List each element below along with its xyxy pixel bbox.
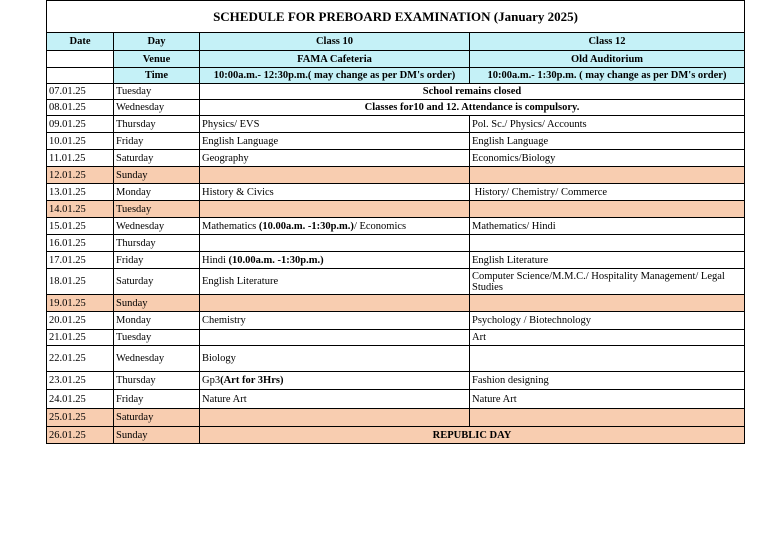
day-cell: Saturday [114, 269, 200, 295]
date-cell: 20.01.25 [47, 312, 114, 330]
notice-cell: School remains closed [200, 84, 745, 100]
venue-label: Venue [114, 51, 200, 68]
day-cell: Saturday [114, 150, 200, 167]
time-class10: 10:00a.m.- 12:30p.m.( may change as per DM's order) [200, 68, 470, 84]
header-class10: Class 10 [200, 33, 470, 51]
day-cell: Sunday [114, 427, 200, 444]
day-cell: Thursday [114, 116, 200, 133]
title-row [47, 1, 745, 33]
date-cell: 17.01.25 [47, 252, 114, 269]
day-cell: Tuesday [114, 84, 200, 100]
class10-exam-cell: Nature Art [200, 390, 470, 409]
schedule-table [46, 0, 745, 444]
date-cell: 10.01.25 [47, 133, 114, 150]
header-class12: Class 12 [470, 33, 745, 51]
holiday-row [47, 167, 745, 184]
class10-exam-cell: English Literature [200, 269, 470, 295]
day-cell: Tuesday [114, 201, 200, 218]
time-label: Time [114, 68, 200, 84]
table-row [47, 150, 745, 167]
table-row [47, 252, 745, 269]
day-cell: Thursday [114, 235, 200, 252]
class10-exam-cell [200, 295, 470, 312]
day-cell: Saturday [114, 409, 200, 427]
date-cell: 21.01.25 [47, 330, 114, 346]
day-cell: Wednesday [114, 218, 200, 235]
class12-exam-cell [470, 235, 745, 252]
day-cell: Friday [114, 252, 200, 269]
class12-exam-cell: Computer Science/M.M.C./ Hospitality Management/ Legal Studies [470, 269, 745, 295]
time-row [47, 68, 745, 84]
venue-class12: Old Auditorium [470, 51, 745, 68]
timing-note: (10.00a.m. -1:30p.m.) [258, 220, 354, 232]
class10-exam-cell: Geography [200, 150, 470, 167]
day-cell: Thursday [114, 372, 200, 390]
table-row [47, 372, 745, 390]
venue-row [47, 51, 745, 68]
schedule-title: SCHEDULE FOR PREBOARD EXAMINATION (January 2025) [47, 1, 745, 33]
date-cell: 23.01.25 [47, 372, 114, 390]
day-cell: Tuesday [114, 330, 200, 346]
timing-note: (Art for 3Hrs) [220, 375, 284, 386]
table-row [47, 84, 745, 100]
class12-exam-cell [470, 295, 745, 312]
day-cell: Wednesday [114, 346, 200, 372]
table-row [47, 312, 745, 330]
day-cell: Monday [114, 312, 200, 330]
class10-exam-cell: Chemistry [200, 312, 470, 330]
holiday-row [47, 427, 745, 444]
day-cell: Sunday [114, 167, 200, 184]
date-cell: 11.01.25 [47, 150, 114, 167]
header-row [47, 33, 745, 51]
day-cell: Monday [114, 184, 200, 201]
day-cell: Friday [114, 390, 200, 409]
header-date: Date [47, 33, 114, 51]
date-cell: 07.01.25 [47, 84, 114, 100]
holiday-name-cell: REPUBLIC DAY [200, 427, 745, 444]
holiday-row [47, 295, 745, 312]
table-row [47, 184, 745, 201]
class10-exam-cell [200, 167, 470, 184]
class12-exam-cell [470, 201, 745, 218]
class10-exam-cell: English Language [200, 133, 470, 150]
class12-exam-cell: English Literature [470, 252, 745, 269]
date-cell: 26.01.25 [47, 427, 114, 444]
date-cell: 14.01.25 [47, 201, 114, 218]
table-row [47, 235, 745, 252]
subject-text: Hindi [202, 254, 229, 266]
venue-blank-cell [47, 51, 114, 68]
table-row [47, 100, 745, 116]
table-row [47, 390, 745, 409]
date-cell: 24.01.25 [47, 390, 114, 409]
day-cell: Sunday [114, 295, 200, 312]
table-row [47, 269, 745, 295]
date-cell: 15.01.25 [47, 218, 114, 235]
class12-exam-cell: Mathematics/ Hindi [470, 218, 745, 235]
date-cell: 13.01.25 [47, 184, 114, 201]
class10-exam-cell [200, 218, 470, 235]
class12-exam-cell [470, 409, 745, 427]
class12-exam-cell [470, 167, 745, 184]
date-cell: 19.01.25 [47, 295, 114, 312]
date-cell: 12.01.25 [47, 167, 114, 184]
class10-exam-cell [200, 235, 470, 252]
day-cell: Friday [114, 133, 200, 150]
class12-exam-cell: Nature Art [470, 390, 745, 409]
class12-exam-cell: Economics/Biology [470, 150, 745, 167]
table-row [47, 116, 745, 133]
class10-exam-cell [200, 252, 470, 269]
day-cell: Wednesday [114, 100, 200, 116]
class10-exam-cell: Physics/ EVS [200, 116, 470, 133]
date-cell: 09.01.25 [47, 116, 114, 133]
class12-exam-cell: Fashion designing [470, 372, 745, 390]
class10-exam-cell [200, 201, 470, 218]
class12-exam-cell: English Language [470, 133, 745, 150]
date-cell: 18.01.25 [47, 269, 114, 295]
subject-text: Mathematics [202, 220, 259, 232]
class12-exam-cell: History/ Chemistry/ Commerce [470, 184, 745, 201]
time-blank-cell [47, 68, 114, 84]
class10-exam-cell [200, 372, 470, 390]
class12-exam-cell: Art [470, 330, 745, 346]
class10-exam-cell [200, 330, 470, 346]
venue-class10: FAMA Cafeteria [200, 51, 470, 68]
date-cell: 22.01.25 [47, 346, 114, 372]
table-row [47, 346, 745, 372]
class10-exam-cell: History & Civics [200, 184, 470, 201]
header-day: Day [114, 33, 200, 51]
date-cell: 08.01.25 [47, 100, 114, 116]
class12-exam-cell [470, 346, 745, 372]
subject-text: Gp3 [202, 375, 221, 386]
holiday-row [47, 201, 745, 218]
date-cell: 16.01.25 [47, 235, 114, 252]
timing-note: (10.00a.m. -1:30p.m.) [228, 254, 324, 266]
subject-text: / Economics [353, 220, 407, 232]
table-row [47, 133, 745, 150]
class10-exam-cell [200, 409, 470, 427]
date-cell: 25.01.25 [47, 409, 114, 427]
notice-cell: Classes for10 and 12. Attendance is compulsory. [200, 100, 745, 116]
time-class12: 10:00a.m.- 1:30p.m. ( may change as per DM's order) [470, 68, 745, 84]
class10-exam-cell: Biology [200, 346, 470, 372]
table-row [47, 330, 745, 346]
holiday-row [47, 409, 745, 427]
table-row [47, 218, 745, 235]
class12-exam-cell: Pol. Sc./ Physics/ Accounts [470, 116, 745, 133]
class12-exam-cell: Psychology / Biotechnology [470, 312, 745, 330]
